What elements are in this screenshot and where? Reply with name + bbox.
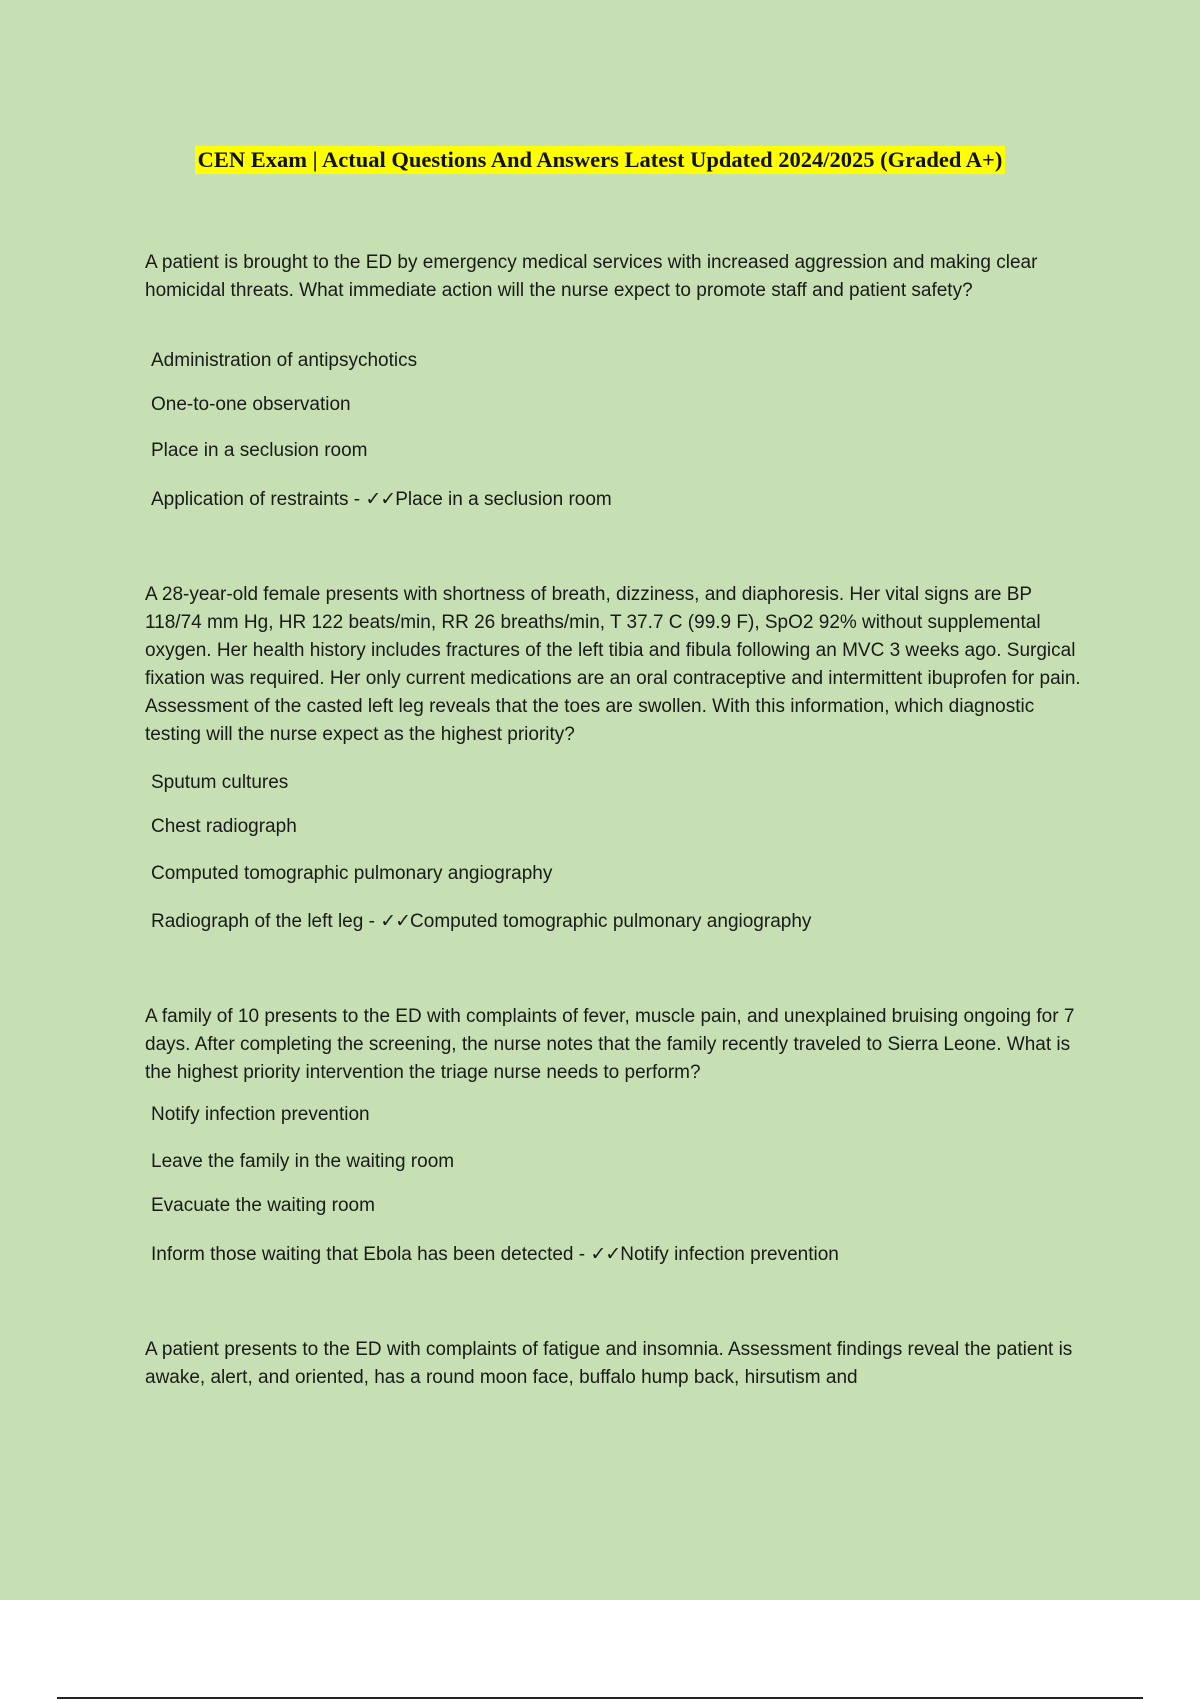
question-1-option-2: One-to-one observation bbox=[151, 394, 351, 415]
question-2-option-1: Sputum cultures bbox=[151, 772, 289, 793]
question-1-text: A patient is brought to the ED by emergency medical services with increased aggression and making clear homicidal threats. What immediate action will the nurse expect to promote staff and patient safety? bbox=[145, 252, 1038, 301]
question-2-answer: Computed tomographic pulmonary angiography bbox=[410, 911, 812, 932]
answer-separator: - bbox=[363, 911, 381, 932]
question-1-option-4-with-answer bbox=[151, 487, 612, 513]
question-2-option-4-with-answer bbox=[151, 909, 811, 935]
question-1-answer: Place in a seclusion room bbox=[395, 489, 612, 510]
question-2-text: A 28-year-old female presents with shortness of breath, dizziness, and diaphoresis. Her vital signs are BP 118/74 mm Hg, HR 122 beats/min, RR 26 breaths/min, T 37.7 C (99.9 F), SpO2 92% without supplemental oxygen. Her health history includes fractures of the left tibia and fibula following an MVC 3 weeks ago. Surgical fixation was required. Her only current medications are an oral contraceptive and intermittent ibuprofen for pain. Assessment of the casted left leg reveals that the toes are swollen. With this information, which diagnostic testing will the nurse expect as the highest priority? bbox=[145, 584, 1081, 745]
question-2-option-4: Radiograph of the left leg bbox=[151, 911, 364, 932]
question-2-option-2: Chest radiograph bbox=[151, 816, 297, 837]
double-check-icon: ✓✓ bbox=[590, 1244, 621, 1265]
double-check-icon: ✓✓ bbox=[365, 489, 396, 510]
question-1-option-4: Application of restraints bbox=[151, 489, 349, 510]
question-1-option-3: Place in a seclusion room bbox=[151, 440, 368, 461]
question-3-text: A family of 10 presents to the ED with complaints of fever, muscle pain, and unexplained bruising ongoing for 7 days. After completing the screening, the nurse notes that the family recently traveled to Sierra Leone. What is the highest priority intervention the triage nurse needs to perform? bbox=[145, 1006, 1075, 1083]
question-1-option-1: Administration of antipsychotics bbox=[151, 350, 418, 371]
document-title: CEN Exam | Actual Questions And Answers Latest Updated 2024/2025 (Graded A+) bbox=[195, 146, 1006, 174]
answer-separator: - bbox=[348, 489, 366, 510]
question-3-option-4: Inform those waiting that Ebola has been detected bbox=[151, 1244, 574, 1265]
footer-divider bbox=[57, 1697, 1143, 1699]
question-3-option-2: Leave the family in the waiting room bbox=[151, 1151, 455, 1172]
double-check-icon: ✓✓ bbox=[380, 911, 411, 932]
question-4-text: A patient presents to the ED with complaints of fatigue and insomnia. Assessment findings reveal the patient is awake, alert, and oriented, has a round moon face, buffalo hump back, hirsutism and bbox=[145, 1339, 1073, 1388]
question-3-option-4-with-answer bbox=[151, 1242, 839, 1268]
question-3-option-1: Notify infection prevention bbox=[151, 1104, 370, 1125]
question-3-option-3: Evacuate the waiting room bbox=[151, 1195, 375, 1216]
question-3-answer: Notify infection prevention bbox=[620, 1244, 839, 1265]
question-2-option-3: Computed tomographic pulmonary angiography bbox=[151, 863, 553, 884]
answer-separator: - bbox=[573, 1244, 591, 1265]
title-container bbox=[0, 146, 1200, 174]
